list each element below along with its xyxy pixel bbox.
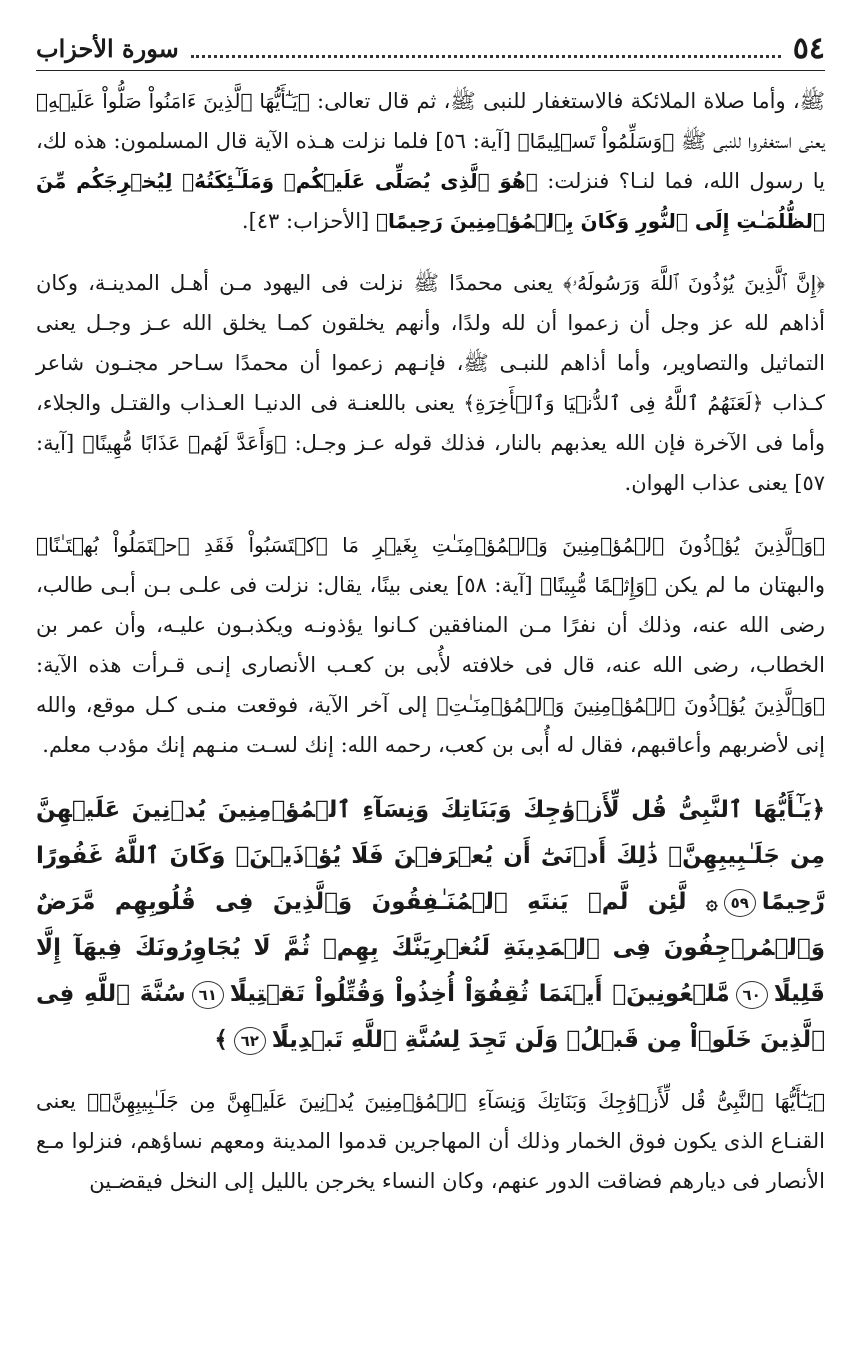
quran-quote: ﴿يَـٰٓأَيُّهَا ٱلنَّبِىُّ قُل لِّأَزۡوَٰجِكَ وَبَنَاتِكَ وَنِسَآءِ ٱلۡمُؤۡمِنِينَ يُدۡنِينَ عَلَيۡهِنَّ مِن جَلَـٰبِيبِهِنَّۚ﴾ xyxy=(87,1089,825,1113)
quran-verses-block xyxy=(36,787,825,1063)
verse-number-marker: ٦٢ xyxy=(234,1027,266,1055)
verses-text xyxy=(36,787,825,1063)
quran-quote: ﴿وَأَعَدَّ لَهُمۡ عَذَابًا مُّهِينًا﴾ xyxy=(82,431,287,455)
text-run: يعنى محمدًا ﷺ نزلت فى اليهود مـن أهـل المدينـة، وكان أذاهم لله عز وجل أن زعموا أن لله ولدًا، وأنهم يخلقون كمـا يخلق الله عـز وجـل يعنى التماثيل والتصاوير، وأما أذاهم للنبـى ﷺ، فإنـهم زعموا أن محمدًا سـاحر مجنـون شاعر كـذاب xyxy=(36,271,825,415)
verse-61: مَّلۡعُونِينَۖ أَيۡنَمَا ثُقِفُوٓاْ أُخِذُواْ وَقُتِّلُواْ تَقۡتِيلًا xyxy=(229,981,730,1007)
verse-60: لَّئِن لَّمۡ يَنتَهِ ٱلۡمُنَـٰفِقُونَ وَٱلَّذِينَ فِى قُلُوبِهِم مَّرَضٌ وَٱلۡمُرۡجِفُونَ فِى ٱلۡمَدِينَةِ لَنُغۡرِيَنَّكَ بِهِمۡ ثُمَّ لَا يُجَاوِرُونَكَ فِيهَآ إِلَّا قَلِيلًا xyxy=(36,889,825,1007)
commentary-paragraph-2 xyxy=(36,263,825,503)
surah-title: سورة الأحزاب xyxy=(36,33,179,63)
quran-quote: ﴿وَٱلَّذِينَ يُؤۡذُونَ ٱلۡمُؤۡمِنِينَ وَٱلۡمُؤۡمِنَـٰتِ﴾ xyxy=(436,693,826,717)
verse-62: سُنَّةَ ٱللَّهِ فِى ٱلَّذِينَ خَلَوۡاْ مِن قَبۡلُۖ وَلَن تَجِدَ لِسُنَّةِ ٱللَّهِ تَبۡدِيلًا xyxy=(36,981,825,1053)
text-run: إلى آخر الآية، فوقعت منـى كـل موقع، والله إنى لأضربهم وأعاقبهم، فقال له أُبى بن كعب، رحمه الله: إنك لسـت منـهم إنك مؤدب معلم. xyxy=(36,693,825,757)
closing-bracket: ﴾ xyxy=(214,1027,228,1053)
quran-quote: ﴿هُوَ ٱلَّذِى يُصَلِّى عَلَيۡكُمۡ وَمَلَـٰٓئِكَتُهُۥ لِيُخۡرِجَكُم مِّنَ ٱلظُّلُمَـٰتِ إِلَى ٱلنُّورِ وَكَانَ بِٱلۡمُؤۡمِنِينَ رَحِيمًا﴾ xyxy=(36,169,825,233)
text-run: [آية: ٥٨] يعنى بينًا، يقال: نزلت فى علـى بـن أبـى طالب، رضى الله عنه، وذلك أن نفرًا مـن المنافقين كـانوا يؤذونـه ويكذبـون عليـه، وأن عمر بن الخطاب، رضى الله عنه، قال فى خلافته لأُبى بن كعـب الأنصارى إنـى قـرأت هذه الآية: xyxy=(36,573,825,677)
verse-number-marker: ٥٩ xyxy=(724,889,756,917)
commentary-paragraph-3 xyxy=(36,525,825,765)
page-number: ٥٤ xyxy=(792,30,825,66)
quran-quote: ﴿لَعَنَهُمُ ٱللَّهُ فِى ٱلدُّنۡيَا وَٱلۡأَخِرَةِ﴾ xyxy=(463,391,764,415)
rub-el-hizb-icon: ۞ xyxy=(706,890,718,914)
commentary-paragraph-1 xyxy=(36,81,825,241)
text-run: ﷺ، وأما صلاة الملائكة فالاستغفار للنبى ﷺ، ثم قال تعالى: xyxy=(309,89,826,113)
quran-quote: ﴿يَـٰٓأَيُّهَا ٱلَّذِينَ ءَامَنُواْ صَلُّواْ عَلَيۡهِ﴾ xyxy=(36,89,310,113)
text-run: [الأحزاب: ٤٣]. xyxy=(241,209,376,233)
text-run: يعنى استغفروا للنبى ﷺ xyxy=(674,129,825,153)
verse-number-marker: ٦٠ xyxy=(736,981,768,1009)
commentary-paragraph-4 xyxy=(36,1081,825,1201)
quran-quote: ﴿إِنَّ ٱلَّذِينَ يُؤۡذُونَ ٱللَّهَ وَرَسُولَهُۥ﴾ xyxy=(563,271,825,295)
text-run: [آية: ٥٧] يعنى عذاب الهوان. xyxy=(36,431,825,495)
paragraph-text xyxy=(36,1081,825,1201)
quran-quote: ﴿وَإِثۡمًا مُّبِينًا﴾ xyxy=(540,573,657,597)
paragraph-text xyxy=(36,263,825,503)
quran-quote: ﴿وَٱلَّذِينَ يُؤۡذُونَ ٱلۡمُؤۡمِنِينَ وَٱلۡمُؤۡمِنَـٰتِ بِغَيۡرِ مَا ٱكۡتَسَبُواْ فَقَدِ ٱحۡتَمَلُواْ بُهۡتَـٰنًا﴾ xyxy=(36,533,825,557)
text-run: يعنى القنـاع الذى يكون فوق الخمار وذلك أن المهاجرين قدموا المدينة ومعهم نساؤهم، فنزلوا مـع الأنصار فى ديارهم فضاقت الدور عنهم، وكان النساء يخرجن بالليل إلى النخل فيقضـين xyxy=(36,1089,825,1193)
verse-59: ﴿يَـٰٓأَيُّهَا ٱلنَّبِىُّ قُل لِّأَزۡوَٰجِكَ وَبَنَاتِكَ وَنِسَآءِ ٱلۡمُؤۡمِنِينَ يُدۡنِينَ عَلَيۡهِنَّ مِن جَلَـٰبِيبِهِنَّۚ ذَٰلِكَ أَدۡنَىٰٓ أَن يُعۡرَفۡنَ فَلَا يُؤۡذَيۡنَۗ وَكَانَ ٱللَّهُ غَفُورًا رَّحِيمًا xyxy=(36,797,825,915)
text-run: [آية: ٥٦] فلما نزلت هـذه الآية قال المسلمون: هذه لك، يا رسول الله، فما لنـا؟ فنزلت: xyxy=(36,129,825,193)
verse-number-marker: ٦١ xyxy=(192,981,224,1009)
quran-quote: ﴿وَسَلِّمُواْ تَسۡلِيمًا﴾ xyxy=(517,129,675,153)
text-run: يعنى باللعنـة فى الدنيـا العـذاب والقتـل والجلاء، وأما فى الآخرة فإن الله يعذبهم بالنار، فذلك قوله عـز وجـل: xyxy=(36,391,825,455)
header-dotted-leader xyxy=(191,55,781,58)
paragraph-text xyxy=(36,81,825,241)
text-run: والبهتان ما لم يكن xyxy=(656,573,826,597)
page-header xyxy=(36,26,825,71)
paragraph-text xyxy=(36,525,825,765)
